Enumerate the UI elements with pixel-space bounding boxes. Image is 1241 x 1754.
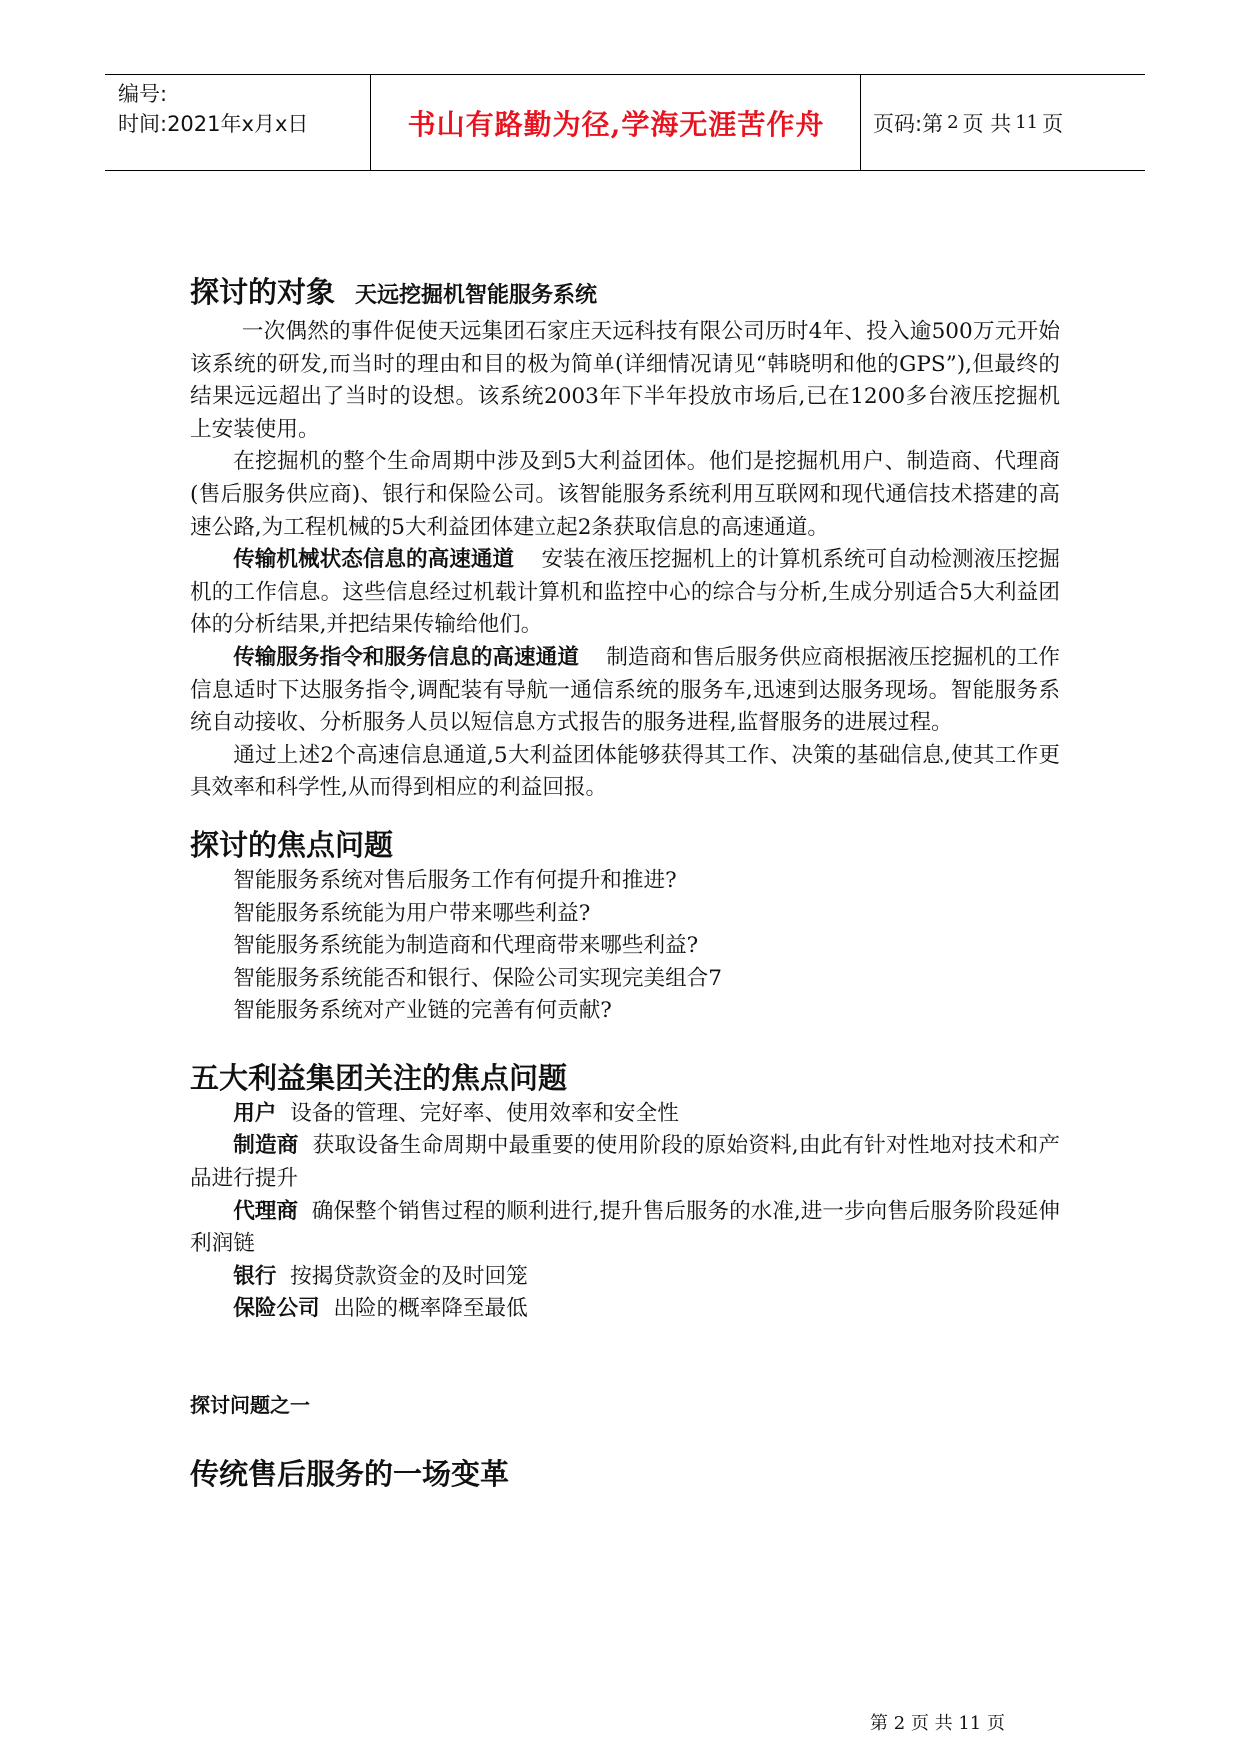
section1-title: 探讨的对象 — [190, 275, 336, 309]
document-number-label: 编号: — [118, 82, 168, 106]
interest-group-text: 按揭贷款资金的及时回笼 — [290, 1263, 528, 1289]
interest-group-text: 设备的管理、完好率、使用效率和安全性 — [290, 1100, 679, 1126]
document-time-label: 时间:2021年x月x日 — [118, 112, 309, 136]
paragraph-lead: 传输服务指令和服务信息的高速通道 — [233, 644, 579, 670]
interest-group-item — [190, 1130, 1060, 1195]
section2-title: 探讨的焦点问题 — [190, 827, 394, 862]
paragraph-text: 安装在液压挖掘机上的计算机系统可自动检测液压挖掘机的工作信息。这些信息经过机载计算机和监控中心的综合与分析,生成分别适合5大利益团体的分析结果,并把结果传输给他们。 — [190, 547, 1060, 638]
interest-group-label: 银行 — [233, 1263, 277, 1289]
page-suffix: 页 — [1042, 111, 1064, 136]
paragraph — [190, 642, 1060, 740]
focus-question-list — [190, 865, 1060, 1028]
interest-group-label: 用户 — [233, 1100, 277, 1126]
paragraph — [190, 544, 1060, 642]
interest-group-text: 确保整个销售过程的顺利进行,提升售后服务的水准,进一步向售后服务阶段延伸利润链 — [190, 1198, 1060, 1257]
interest-group-text: 出险的概率降至最低 — [333, 1296, 528, 1322]
header-divider — [860, 75, 861, 170]
section4-small-title: 探讨问题之一 — [190, 1393, 310, 1418]
section4-title: 传统售后服务的一场变革 — [190, 1457, 510, 1492]
document-body — [190, 272, 1060, 1494]
paragraph: 通过上述2个高速信息通道,5大利益团体能够获得其工作、决策的基础信息,使其工作更具效率和科学性,从而得到相应的利益回报。 — [190, 742, 1060, 801]
paragraph: 在挖掘机的整个生命周期中涉及到5大利益团体。他们是挖掘机用户、制造商、代理商(售后服务供应商)、银行和保险公司。该智能服务系统利用互联网和现代通信技术搭建的高速公路,为工程机械的5大利益团体建立起2条获取信息的高速通道。 — [190, 449, 1060, 540]
page-total: 11 — [1015, 112, 1039, 133]
page-prefix: 页码:第 — [873, 111, 944, 136]
list-item: 智能服务系统能为制造商和代理商带来哪些利益? — [233, 933, 699, 959]
page-header — [105, 74, 1145, 171]
header-meta — [118, 79, 368, 139]
page-number: 2 — [947, 112, 959, 133]
paragraph-text: 制造商和售后服务供应商根据液压挖掘机的工作信息适时下达服务指令,调配装有导航一通信系统的服务车,迅速到达服务现场。智能服务系统自动接收、分析服务人员以短信息方式报告的服务进程,监督服务的进展过程。 — [190, 644, 1060, 736]
list-item: 智能服务系统能否和银行、保险公司实现完美组合7 — [233, 965, 722, 991]
page-footer: 第 2 页 共 11 页 — [870, 1713, 1005, 1734]
interest-group-label: 保险公司 — [233, 1296, 320, 1322]
interest-group-label: 制造商 — [233, 1133, 299, 1159]
interest-group-item — [190, 1098, 1060, 1131]
header-divider — [370, 75, 371, 170]
paragraph-lead: 传输机械状态信息的高速通道 — [233, 547, 515, 573]
interest-group-label: 代理商 — [233, 1198, 298, 1224]
interest-group-item — [190, 1196, 1060, 1261]
section1-subtitle: 天远挖掘机智能服务系统 — [355, 283, 598, 308]
page-mid: 页 共 — [962, 111, 1012, 136]
interest-group-text: 获取设备生命周期中最重要的使用阶段的原始资料,由此有针对性地对技术和产品进行提升 — [190, 1133, 1060, 1192]
header-motto: 书山有路勤为径,学海无涯苦作舟 — [407, 107, 825, 141]
interest-group-item — [190, 1293, 1060, 1326]
list-item: 智能服务系统对售后服务工作有何提升和推进? — [233, 867, 677, 893]
list-item: 智能服务系统对产业链的完善有何贡献? — [233, 998, 612, 1024]
header-page-info — [873, 75, 1063, 170]
section3-title: 五大利益集团关注的焦点问题 — [190, 1060, 568, 1095]
interest-group-item — [190, 1261, 1060, 1294]
paragraph: 一次偶然的事件促使天远集团石家庄天远科技有限公司历时4年、投入逾500万元开始该系统的研发,而当时的理由和目的极为简单(详细情况请见“韩晓明和他的GPS”),但最终的结果远远超出了当时的设想。该系统2003年下半年投放市场后,已在1200多台液压挖掘机上安装使用。 — [190, 319, 1060, 442]
list-item: 智能服务系统能为用户带来哪些利益? — [233, 900, 591, 926]
section-title — [190, 272, 1060, 316]
